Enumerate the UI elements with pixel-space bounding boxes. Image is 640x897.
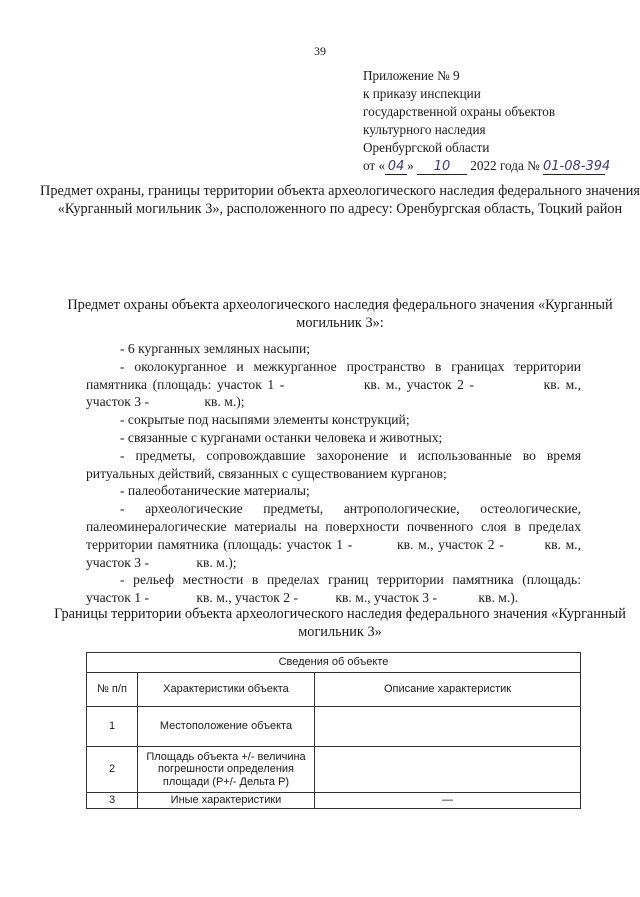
row-description xyxy=(315,747,581,793)
list-item-text: кв. м., участок 2 - xyxy=(396,536,504,552)
row-number: 3 xyxy=(87,793,138,809)
date-prefix: от « xyxy=(363,158,386,173)
table-row xyxy=(87,793,581,809)
list-item-text: кв. м., участок 2 - xyxy=(363,376,475,392)
date-day: 04 xyxy=(385,159,407,175)
list-item-text: кв. м., участок 2 - xyxy=(196,590,298,606)
appendix-date-line xyxy=(363,157,611,175)
row-characteristic: Иные характеристики xyxy=(138,793,315,809)
appendix-line: государственной охраны объектов xyxy=(363,104,556,119)
protection-list xyxy=(86,340,581,607)
appendix-line: Приложение № 9 xyxy=(363,68,460,83)
list-item-text: кв. м.). xyxy=(478,590,519,606)
list-item-text: - околокурганное и межкурганное пространство в границах территории памятника (площадь: участок 1 - xyxy=(86,358,581,392)
bounds-title: Границы территории объекта археологического наследия федерального значения «Курганный могильник 3» xyxy=(54,606,626,640)
list-item: - связанные с курганами останки человека и животных; xyxy=(120,429,443,445)
list-item: - предметы, сопровождавшие захоронение и использованные во время ритуальных действий, связанных с существованием курганов; xyxy=(86,447,581,481)
appendix-line: культурного наследия xyxy=(363,122,486,137)
object-info-table xyxy=(86,652,581,809)
row-number: 2 xyxy=(87,747,138,793)
list-item-text: - рельеф местности в пределах границ территории памятника (площадь: участок 1 - xyxy=(86,572,581,606)
main-title: Предмет охраны, границы территории объекта археологического наследия федерального значения «Курганный могильник 3», расположенного по адресу: Оренбургская область, Тоцкий район xyxy=(40,183,640,217)
protection-title: Предмет охраны объекта археологического наследия федерального значения «Курганный могильник 3»: xyxy=(67,297,613,331)
table-row xyxy=(87,707,581,747)
appendix-line: к приказу инспекции xyxy=(363,86,481,101)
date-mid: » xyxy=(407,158,414,173)
list-item: - 6 курганных земляных насыпи; xyxy=(120,341,311,356)
list-item xyxy=(86,358,581,411)
date-year: 2022 года № xyxy=(470,158,540,173)
table-header: Характеристики объекта xyxy=(138,673,315,707)
table-header: Описание характеристик xyxy=(315,673,581,707)
table-caption: Сведения об объекте xyxy=(87,653,581,673)
row-description xyxy=(315,707,581,747)
list-item-text: кв. м.); xyxy=(196,554,237,570)
list-item-text: - археологические предметы, антропологические, остеологические, палеоминералогические материалы на поверхности почвенного слоя в пределах территории памятника (площадь: участок 1 - xyxy=(86,501,581,552)
list-item-text: кв. м.); xyxy=(204,394,245,410)
list-item-text: кв. м., участок 3 - xyxy=(335,590,438,606)
appendix-block xyxy=(363,67,611,175)
list-item: - палеоботанические материалы; xyxy=(120,483,310,499)
appendix-line: Оренбургской области xyxy=(363,140,490,155)
row-characteristic: Площадь объекта +/- величина погрешности определения площади (Р+/- Дельта Р) xyxy=(138,747,315,793)
table-header: № п/п xyxy=(87,673,138,707)
list-item xyxy=(86,500,581,571)
list-item-text: кв. м., участок 3 - xyxy=(86,376,581,410)
page-number: 39 xyxy=(314,44,326,58)
date-month: 10 xyxy=(417,159,467,175)
row-description: — xyxy=(315,793,581,809)
list-item-text: кв. м., участок 3 - xyxy=(86,536,581,570)
list-item: - сокрытые под насыпями элементы конструкций; xyxy=(120,412,410,428)
row-characteristic: Местоположение объекта xyxy=(138,707,315,747)
list-item xyxy=(86,571,581,607)
table-row xyxy=(87,747,581,793)
doc-number: 01-08-394 xyxy=(542,159,611,174)
row-number: 1 xyxy=(87,707,138,747)
